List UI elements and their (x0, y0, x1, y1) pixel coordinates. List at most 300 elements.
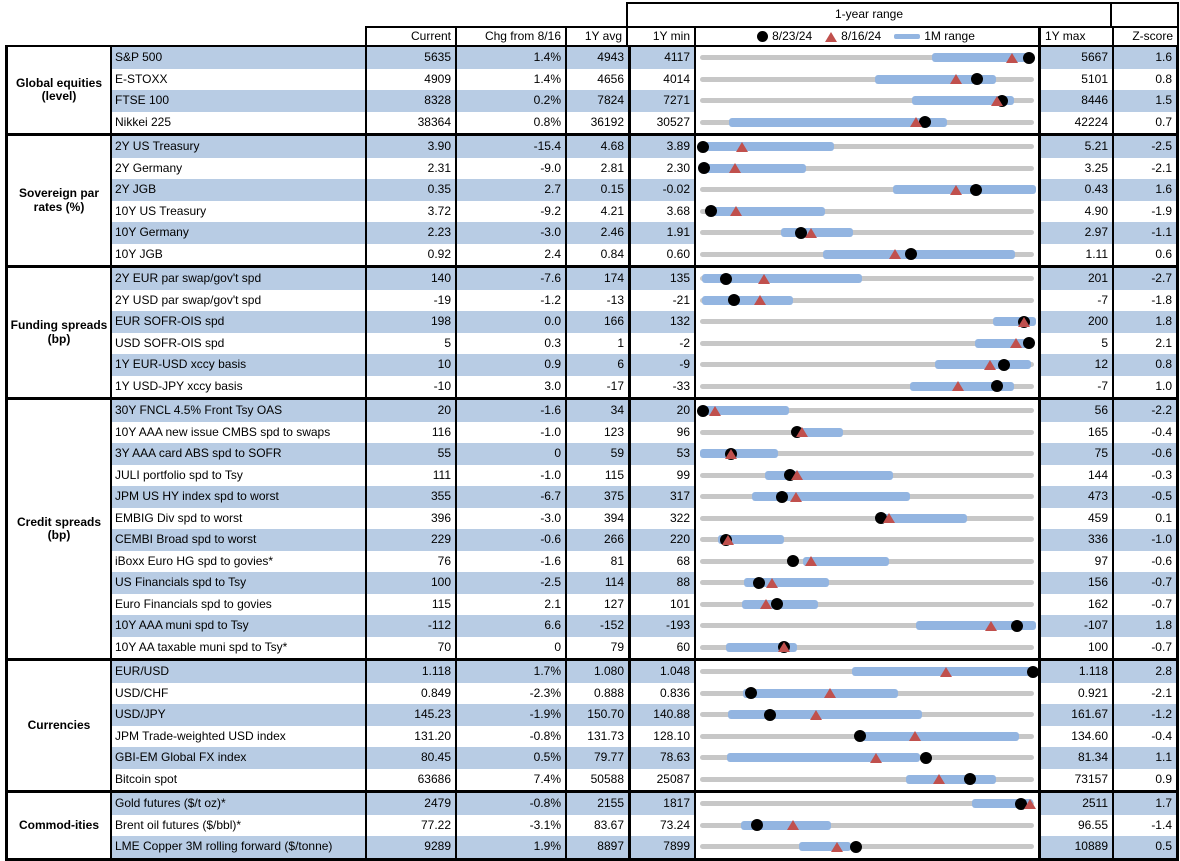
z-score-value: -0.7 (1112, 572, 1176, 594)
1y-min-value: 1817 (628, 793, 694, 815)
prior-date-triangle-icon (952, 381, 964, 391)
current-value: 5 (365, 333, 455, 355)
1y-avg-value: 36192 (565, 112, 628, 134)
table-row-ftse-100 (110, 90, 1176, 112)
table-row-usd-sofr-ois-spd (110, 333, 1176, 355)
current-date-dot-icon (850, 841, 862, 853)
chg-value: 7.4% (455, 769, 565, 791)
chg-value: -6.7 (455, 486, 565, 508)
current-date-dot-icon (697, 405, 709, 417)
z-score-value: 1.8 (1112, 311, 1176, 333)
row-label: 30Y FNCL 4.5% Front Tsy OAS (110, 400, 365, 422)
range-chart (694, 704, 1038, 726)
legend-item-current-date (757, 30, 812, 43)
z-score-value: -0.6 (1112, 443, 1176, 465)
range-chart (694, 47, 1038, 69)
column-header-1y-min: 1Y min (652, 28, 690, 43)
1y-min-value: 140.88 (628, 704, 694, 726)
current-date-dot-icon (1023, 52, 1035, 64)
range-track (700, 430, 1034, 435)
table-row-10y-aa-taxable-muni-spd-to-tsy (110, 637, 1176, 659)
z-score-value: 0.5 (1112, 836, 1176, 858)
section-rows (110, 793, 1176, 858)
row-label: 2Y Germany (110, 158, 365, 180)
range-chart (694, 311, 1038, 333)
range-chart (694, 793, 1038, 815)
current-date-dot-icon (971, 73, 983, 85)
row-label: EMBIG Div spd to worst (110, 508, 365, 530)
row-label: 1Y EUR-USD xccy basis (110, 354, 365, 376)
range-chart (694, 529, 1038, 551)
section-rows (110, 400, 1176, 658)
row-label: USD/CHF (110, 683, 365, 705)
1y-max-value: 81.34 (1038, 747, 1112, 769)
row-label: 10Y AAA muni spd to Tsy (110, 615, 365, 637)
table-row-usd-chf (110, 683, 1176, 705)
1y-max-value: 73157 (1038, 769, 1112, 791)
chart-legend (694, 28, 1038, 45)
current-value: 70 (365, 637, 455, 659)
chg-value: -2.5 (455, 572, 565, 594)
table-row-us-financials-spd-to-tsy (110, 572, 1176, 594)
1y-min-value: 3.68 (628, 201, 694, 223)
1y-max-value: 75 (1038, 443, 1112, 465)
current-value: 355 (365, 486, 455, 508)
1y-min-value: 1.91 (628, 222, 694, 244)
current-date-dot-icon (970, 184, 982, 196)
current-date-dot-icon (776, 491, 788, 503)
1y-avg-value: 127 (565, 594, 628, 616)
prior-date-triangle-icon (1024, 799, 1036, 809)
prior-date-triangle-icon (883, 513, 895, 523)
prior-date-triangle-icon (870, 753, 882, 763)
range-chart (694, 486, 1038, 508)
z-score-value: 0.7 (1112, 112, 1176, 134)
prior-date-triangle-icon (1006, 53, 1018, 63)
1y-avg-value: 2155 (565, 793, 628, 815)
prior-date-triangle-icon (985, 621, 997, 631)
z-score-value: 1.0 (1112, 376, 1176, 398)
1y-min-value: 4117 (628, 47, 694, 69)
range-header: 1-year range (626, 2, 1112, 28)
1y-max-value: 473 (1038, 486, 1112, 508)
1y-max-value: 2511 (1038, 793, 1112, 815)
current-value: 111 (365, 465, 455, 487)
range-chart (694, 726, 1038, 748)
z-score-value: -0.7 (1112, 637, 1176, 659)
row-label: 2Y US Treasury (110, 136, 365, 158)
current-date-dot-icon (753, 577, 765, 589)
1y-max-value: 8446 (1038, 90, 1112, 112)
current-date-dot-icon (998, 359, 1010, 371)
category-label-global-equities-level: Global equities (level) (8, 47, 110, 133)
range-chart (694, 158, 1038, 180)
row-label: EUR SOFR-OIS spd (110, 311, 365, 333)
1y-avg-value: -152 (565, 615, 628, 637)
chg-value: -3.0 (455, 222, 565, 244)
prior-date-triangle-icon (889, 249, 901, 259)
table-row-10y-jgb (110, 244, 1176, 266)
table-row-e-stoxx (110, 69, 1176, 91)
1y-max-value: 42224 (1038, 112, 1112, 134)
z-score-value: -1.4 (1112, 815, 1176, 837)
prior-date-triangle-icon (824, 688, 836, 698)
prior-date-triangle-icon (787, 820, 799, 830)
range-track (700, 516, 1034, 521)
row-label: USD/JPY (110, 704, 365, 726)
z-score-value: -1.0 (1112, 529, 1176, 551)
range-chart (694, 615, 1038, 637)
1y-max-value: 165 (1038, 422, 1112, 444)
table-row-30y-fncl-4-5-front-tsy-oas (110, 400, 1176, 422)
section-rows (110, 661, 1176, 790)
range-header-row (626, 26, 1179, 47)
z-score-value: 0.9 (1112, 769, 1176, 791)
z-score-value: 2.8 (1112, 661, 1176, 683)
current-date-dot-icon (920, 752, 932, 764)
z-score-value: -0.4 (1112, 726, 1176, 748)
1y-avg-value: 50588 (565, 769, 628, 791)
current-date-dot-icon (697, 141, 709, 153)
current-value: 0.35 (365, 179, 455, 201)
1y-max-value: 1.118 (1038, 661, 1112, 683)
z-score-value: -1.9 (1112, 201, 1176, 223)
1y-avg-value: 2.81 (565, 158, 628, 180)
current-value: 229 (365, 529, 455, 551)
1y-avg-value: 166 (565, 311, 628, 333)
1y-min-value: 60 (628, 637, 694, 659)
chg-value: -1.6 (455, 551, 565, 573)
chg-value: 0 (455, 637, 565, 659)
1y-min-value: -9 (628, 354, 694, 376)
1m-range-bar (706, 207, 825, 216)
1y-avg-value: 123 (565, 422, 628, 444)
1y-min-value: 25087 (628, 769, 694, 791)
column-header-z-score: Z-score (1112, 28, 1177, 45)
1y-min-value: 20 (628, 400, 694, 422)
1y-max-value: 200 (1038, 311, 1112, 333)
table-row-lme-copper-3m-rolling-forward-tonne (110, 836, 1176, 858)
1y-max-value: 161.67 (1038, 704, 1112, 726)
1y-min-value: 317 (628, 486, 694, 508)
chg-value: -7.6 (455, 268, 565, 290)
current-date-dot-icon (764, 709, 776, 721)
z-score-value: -2.2 (1112, 400, 1176, 422)
1y-avg-value: 4.21 (565, 201, 628, 223)
1y-avg-value: 375 (565, 486, 628, 508)
current-value: 77.22 (365, 815, 455, 837)
range-chart (694, 661, 1038, 683)
1m-range-bar (700, 449, 778, 458)
section-rows (110, 268, 1176, 397)
1y-max-value: 56 (1038, 400, 1112, 422)
current-value: 3.72 (365, 201, 455, 223)
1y-max-value: 97 (1038, 551, 1112, 573)
chg-value: -3.0 (455, 508, 565, 530)
range-chart (694, 136, 1038, 158)
1m-range-bar (855, 732, 1019, 741)
current-value: 55 (365, 443, 455, 465)
z-score-value: 1.7 (1112, 793, 1176, 815)
1y-avg-value: -13 (565, 290, 628, 312)
1y-min-value: 30527 (628, 112, 694, 134)
column-header-current: Current (410, 28, 451, 43)
1y-min-value: 53 (628, 443, 694, 465)
table-row-iboxx-euro-hg-spd-to-govies (110, 551, 1176, 573)
1y-avg-value: 0.84 (565, 244, 628, 266)
1y-min-value: 88 (628, 572, 694, 594)
chg-value: 6.6 (455, 615, 565, 637)
1y-avg-value: 115 (565, 465, 628, 487)
chg-value: -2.3% (455, 683, 565, 705)
row-label: 2Y JGB (110, 179, 365, 201)
1y-max-value: 459 (1038, 508, 1112, 530)
range-chart (694, 290, 1038, 312)
prior-date-triangle-icon (778, 642, 790, 652)
row-label: 10Y Germany (110, 222, 365, 244)
table-row-10y-aaa-muni-spd-to-tsy (110, 615, 1176, 637)
row-label: JULI portfolio spd to Tsy (110, 465, 365, 487)
chg-value: -0.6 (455, 529, 565, 551)
1y-avg-value: 4656 (565, 69, 628, 91)
z-score-value: 2.1 (1112, 333, 1176, 355)
1y-min-value: 3.89 (628, 136, 694, 158)
1y-avg-value: 79 (565, 637, 628, 659)
current-value: 38364 (365, 112, 455, 134)
range-chart (694, 69, 1038, 91)
1y-min-value: -21 (628, 290, 694, 312)
table-row-gbi-em-global-fx-index (110, 747, 1176, 769)
table-row-brent-oil-futures-bbl (110, 815, 1176, 837)
zscore-header-top-cell (1110, 2, 1179, 28)
prior-date-triangle-icon (933, 774, 945, 784)
prior-date-triangle-icon (984, 360, 996, 370)
black-dot-icon (757, 31, 768, 42)
z-score-value: -2.5 (1112, 136, 1176, 158)
current-value: 1.118 (365, 661, 455, 683)
prior-date-triangle-icon (791, 470, 803, 480)
range-track (700, 230, 1034, 235)
chg-value: -0.8% (455, 793, 565, 815)
section-funding-spreads-bp (8, 265, 1176, 397)
1y-min-value: 128.10 (628, 726, 694, 748)
range-track (700, 844, 1034, 849)
table-row-bitcoin-spot (110, 769, 1176, 791)
1y-max-value: 12 (1038, 354, 1112, 376)
current-value: 131.20 (365, 726, 455, 748)
range-chart (694, 465, 1038, 487)
current-value: 2.31 (365, 158, 455, 180)
1y-min-value: 220 (628, 529, 694, 551)
1y-min-value: 99 (628, 465, 694, 487)
1y-avg-value: 6 (565, 354, 628, 376)
1y-min-value: 135 (628, 268, 694, 290)
1y-min-value: 4014 (628, 69, 694, 91)
table-row-10y-aaa-new-issue-cmbs-spd-to-swaps (110, 422, 1176, 444)
1y-max-value: 100 (1038, 637, 1112, 659)
current-date-dot-icon (1027, 666, 1038, 678)
current-value: 20 (365, 400, 455, 422)
z-score-value: 1.6 (1112, 179, 1176, 201)
current-date-dot-icon (787, 555, 799, 567)
current-value: 10 (365, 354, 455, 376)
current-value: 8328 (365, 90, 455, 112)
legend-item-prior-date (825, 30, 881, 43)
1y-min-value: 7271 (628, 90, 694, 112)
1m-range-bar (823, 250, 1015, 259)
prior-date-triangle-icon (709, 406, 721, 416)
legend-label: 1M range (924, 28, 975, 43)
prior-date-triangle-icon (831, 842, 843, 852)
table-row-juli-portfolio-spd-to-tsy (110, 465, 1176, 487)
z-score-value: -0.5 (1112, 486, 1176, 508)
prior-date-triangle-icon (754, 295, 766, 305)
prior-date-triangle-icon (810, 710, 822, 720)
1y-max-value: 96.55 (1038, 815, 1112, 837)
chg-value: 0.5% (455, 747, 565, 769)
prior-date-triangle-icon (950, 185, 962, 195)
prior-date-triangle-icon (758, 274, 770, 284)
section-rows (110, 136, 1176, 265)
range-chart (694, 594, 1038, 616)
chg-value: -0.8% (455, 726, 565, 748)
z-score-value: -1.1 (1112, 222, 1176, 244)
table-row-2y-us-treasury (110, 136, 1176, 158)
range-chart (694, 244, 1038, 266)
1y-min-value: 0.60 (628, 244, 694, 266)
current-date-dot-icon (905, 248, 917, 260)
prior-date-triangle-icon (910, 117, 922, 127)
chg-value: -3.1% (455, 815, 565, 837)
chg-value: 2.1 (455, 594, 565, 616)
chg-value: -9.0 (455, 158, 565, 180)
current-date-dot-icon (698, 162, 710, 174)
1y-min-value: 73.24 (628, 815, 694, 837)
row-label: US Financials spd to Tsy (110, 572, 365, 594)
range-chart (694, 268, 1038, 290)
current-value: 4909 (365, 69, 455, 91)
1y-avg-value: 83.67 (565, 815, 628, 837)
prior-date-triangle-icon (760, 599, 772, 609)
1y-max-value: 0.43 (1038, 179, 1112, 201)
row-label: 10Y AA taxable muni spd to Tsy* (110, 637, 365, 659)
section-global-equities-level (8, 47, 1176, 133)
z-score-value: -0.3 (1112, 465, 1176, 487)
chg-value: 1.4% (455, 69, 565, 91)
chg-value: 0.2% (455, 90, 565, 112)
chg-value: 0.0 (455, 311, 565, 333)
z-score-value: -1.8 (1112, 290, 1176, 312)
row-label: Nikkei 225 (110, 112, 365, 134)
table-row-nikkei-225 (110, 112, 1176, 134)
current-value: -10 (365, 376, 455, 398)
range-chart (694, 815, 1038, 837)
prior-date-triangle-icon (950, 74, 962, 84)
1y-max-value: -107 (1038, 615, 1112, 637)
range-chart (694, 683, 1038, 705)
current-value: -112 (365, 615, 455, 637)
1y-avg-value: 4.68 (565, 136, 628, 158)
1y-avg-value: 0.888 (565, 683, 628, 705)
table-row-jpm-us-hy-index-spd-to-worst (110, 486, 1176, 508)
current-value: 63686 (365, 769, 455, 791)
1y-max-value: 201 (1038, 268, 1112, 290)
row-label: Gold futures ($/t oz)* (110, 793, 365, 815)
table-row-10y-germany (110, 222, 1176, 244)
current-value: 100 (365, 572, 455, 594)
1y-max-value: 0.921 (1038, 683, 1112, 705)
1y-max-value: 1.11 (1038, 244, 1112, 266)
current-value: 115 (365, 594, 455, 616)
1y-avg-value: 2.46 (565, 222, 628, 244)
chg-value: -1.0 (455, 422, 565, 444)
range-chart (694, 222, 1038, 244)
table-row-eur-sofr-ois-spd (110, 311, 1176, 333)
table-row-cembi-broad-spd-to-worst (110, 529, 1176, 551)
1y-max-value: 5101 (1038, 69, 1112, 91)
current-value: 76 (365, 551, 455, 573)
z-score-value: -0.4 (1112, 422, 1176, 444)
1y-max-value: -7 (1038, 290, 1112, 312)
chg-value: 0.3 (455, 333, 565, 355)
range-chart (694, 179, 1038, 201)
category-label-sovereign-par-rates: Sovereign par rates (%) (8, 136, 110, 265)
row-label: Euro Financials spd to govies (110, 594, 365, 616)
1y-avg-value: 174 (565, 268, 628, 290)
1y-min-value: -193 (628, 615, 694, 637)
table-row-eur-usd (110, 661, 1176, 683)
range-chart (694, 836, 1038, 858)
prior-date-triangle-icon (729, 163, 741, 173)
current-value: 0.849 (365, 683, 455, 705)
1y-max-value: 156 (1038, 572, 1112, 594)
z-score-value: 0.1 (1112, 508, 1176, 530)
row-label: EUR/USD (110, 661, 365, 683)
current-value: 2479 (365, 793, 455, 815)
chg-value: 0.9 (455, 354, 565, 376)
chg-value: 3.0 (455, 376, 565, 398)
prior-date-triangle-icon (730, 206, 742, 216)
z-score-value: 0.8 (1112, 354, 1176, 376)
1y-avg-value: 79.77 (565, 747, 628, 769)
current-value: 2.23 (365, 222, 455, 244)
table-row-gold-futures-t-oz (110, 793, 1176, 815)
chg-value: -15.4 (455, 136, 565, 158)
1y-max-value: -7 (1038, 376, 1112, 398)
chg-value: 2.7 (455, 179, 565, 201)
chg-value: -9.2 (455, 201, 565, 223)
section-sovereign-par-rates (8, 133, 1176, 265)
1y-min-value: 322 (628, 508, 694, 530)
z-score-value: -2.7 (1112, 268, 1176, 290)
1y-avg-value: -17 (565, 376, 628, 398)
table-row-2y-eur-par-swap-gov-t-spd (110, 268, 1176, 290)
column-header-1y-avg: 1Y avg (565, 28, 626, 45)
category-label-credit-spreads-bp: Credit spreads (bp) (8, 400, 110, 658)
row-label: FTSE 100 (110, 90, 365, 112)
1y-max-value: 134.60 (1038, 726, 1112, 748)
1y-avg-value: 266 (565, 529, 628, 551)
prior-date-triangle-icon (790, 492, 802, 502)
table-row-jpm-trade-weighted-usd-index (110, 726, 1176, 748)
z-score-value: -1.2 (1112, 704, 1176, 726)
current-value: 3.90 (365, 136, 455, 158)
current-date-dot-icon (1023, 337, 1035, 349)
current-value: 5635 (365, 47, 455, 69)
table-row-1y-usd-jpy-xccy-basis (110, 376, 1176, 398)
row-label: USD SOFR-OIS spd (110, 333, 365, 355)
table-row-2y-germany (110, 158, 1176, 180)
